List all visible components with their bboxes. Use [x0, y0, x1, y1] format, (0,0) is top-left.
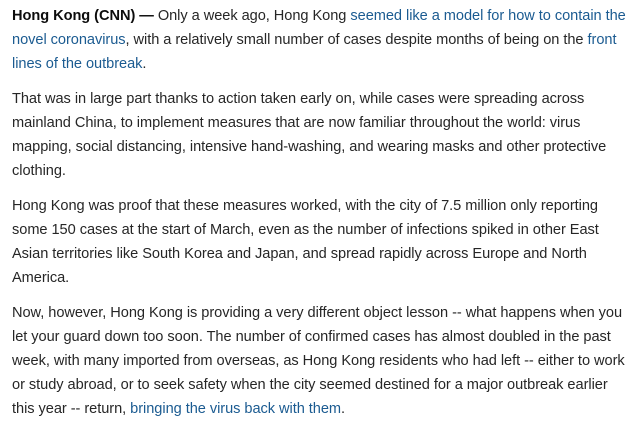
link-front-lines[interactable]: front lines of the outbreak	[12, 32, 617, 72]
link-virus-back[interactable]: bringing the virus back with them	[130, 401, 342, 417]
paragraph-4-text-b: .	[341, 401, 346, 417]
paragraph-1	[12, 4, 634, 76]
link-model-to-contain[interactable]: seemed like a model for how to contain the novel coronavirus	[12, 8, 626, 48]
paragraph-2: That was in large part thanks to action taken early on, while cases were spreading across mainland China, to implement measures that are now familiar throughout the world: virus mapping, social distancing, intensive hand-washing, and wearing masks and other protective clothing.	[12, 91, 607, 179]
dateline: Hong Kong (CNN) —	[12, 8, 154, 24]
paragraph-3: Hong Kong was proof that these measures worked, with the city of 7.5 million only reporting some 150 cases at the start of March, even as the number of infections spiked in other East Asian territories like South Korea and Japan, and spread rapidly across Europe and North America.	[12, 198, 599, 286]
paragraph-1-text-c: .	[142, 56, 147, 72]
paragraph-4	[12, 301, 634, 421]
paragraph-4-text-a: Now, however, Hong Kong is providing a very different object lesson -- what happens when you let your guard down too soon. The number of confirmed cases has almost doubled in the past week, with many imported from overseas, as Hong Kong residents who had left -- either to work or study abroad, or to seek safety when the city seemed destined for a major outbreak earlier this year -- return,	[12, 305, 625, 417]
paragraph-1-text-b: , with a relatively small number of cases despite months of being on the	[125, 32, 588, 48]
paragraph-1-text-a: Only a week ago, Hong Kong	[153, 8, 351, 24]
